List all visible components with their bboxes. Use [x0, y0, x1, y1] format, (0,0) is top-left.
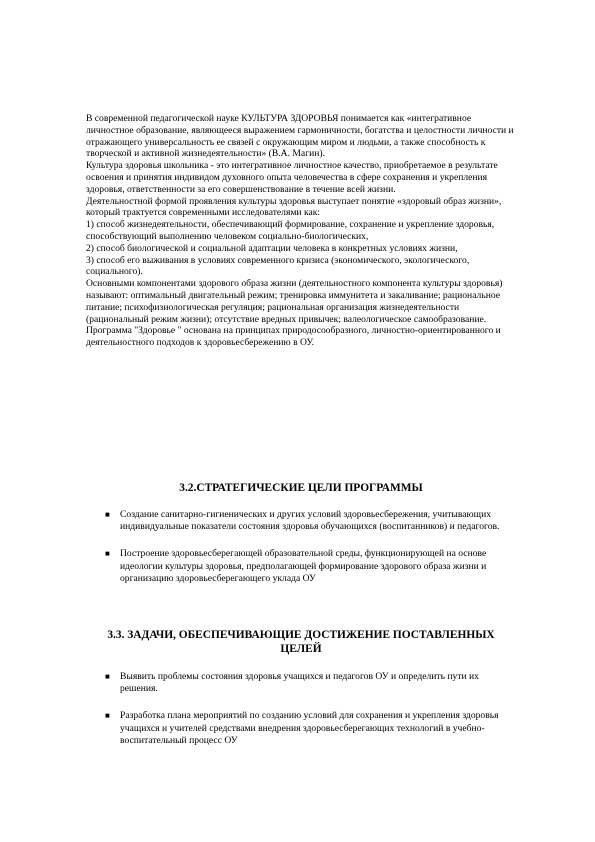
- square-bullet-icon: ■: [105, 672, 110, 681]
- square-bullet-icon: ■: [105, 510, 110, 519]
- paragraph-healthy-lifestyle: Деятельностной формой проявления культуры здоровья выступает понятие «здоровый образ жизни», который трактуется современными исследователями как:: [86, 195, 502, 219]
- paragraph-point-3: 3) способ его выживания в условиях современного кризиса (экономического, экологического, социального).: [86, 254, 470, 278]
- paragraph-culture-definition: В современной педагогической науке КУЛЬТУРА ЗДОРОВЬЯ понимается как «интегративное личностное образование, являющееся выражением гармоничности, богатства и целостности личности и отражающего универсальность ее связей с окружающим миром и людьми, а также способность к творческой и активной жизнедеятельности» (В.А. Магин).: [86, 113, 514, 160]
- intro-text: [86, 113, 516, 349]
- paragraph-components: Основными компонентами здорового образа жизни (деятельностного компонента культуры здоровья) называют: оптимальный двигательный режим; тренировка иммунитета и закаливание; рациональное питание; психофизиологическая регуляция; рациональная организация жизнедеятельности (рациональный режим жизни); отсутствие вредных привычек; валеологическое самообразование.: [86, 278, 503, 325]
- list-item-text: Разработка плана мероприятий по созданию условий для сохранения и укрепления здоровья учащихся и учителей средствами внедрения здоровьесберегающих технологий в учебно-воспитательный процесс ОУ: [120, 710, 499, 746]
- list-item: [86, 509, 516, 533]
- paragraph-schoolchild-culture: Культура здоровья школьника - это интегративное личностное качество, приобретаемое в результате освоения и принятия индивидом духовного опыта человечества в сфере сохранения и укрепления здоровья, ответственности за его совершенствование в течение всей жизни.: [86, 160, 498, 195]
- paragraph-point-2: 2) способ биологической и социальной адаптации человека в конкретных условиях жизни,: [86, 242, 458, 254]
- section-tasks-title: 3.3. ЗАДАЧИ, ОБЕСПЕЧИВАЮЩИЕ ДОСТИЖЕНИЕ ПОСТАВЛЕННЫХ ЦЕЛЕЙ: [107, 629, 495, 655]
- list-item: [86, 710, 516, 747]
- paragraph-point-1: 1) способ жизнедеятельности, обеспечивающий формирование, сохранение и укрепление здоровья, способствующий выполнению человеком социально-биологических,: [86, 219, 495, 242]
- list-item-text: Выявить проблемы состояния здоровья учащихся и педагогов ОУ и определить пути их решения.: [120, 671, 479, 695]
- list-item-text: Создание санитарно-гигиенических и других условий здоровьесбережения, учитывающих индивидуальные показатели состояния здоровья обучающихся (воспитанников) и педагогов.: [120, 509, 500, 533]
- square-bullet-icon: ■: [105, 549, 110, 559]
- paragraph-program: Программа "Здоровье " основана на принципах природосообразного, личностно-ориентированного и деятельностного подходов к здоровьесбережению в ОУ.: [86, 325, 501, 349]
- list-item: [86, 548, 516, 585]
- section-goals-title: 3.2.СТРАТЕГИЧЕСКИЕ ЦЕЛИ ПРОГРАММЫ: [179, 482, 423, 494]
- tasks-list: [86, 671, 516, 762]
- list-item-text: Построение здоровьесберегающей образовательной среды, функционирующей на основе идеологии культуры здоровья, предполагающей формирование здорового образа жизни и организацию здоровьесберегающего уклада ОУ: [120, 548, 487, 584]
- square-bullet-icon: ■: [105, 711, 110, 721]
- list-item: [86, 671, 516, 695]
- goals-list: [86, 509, 516, 600]
